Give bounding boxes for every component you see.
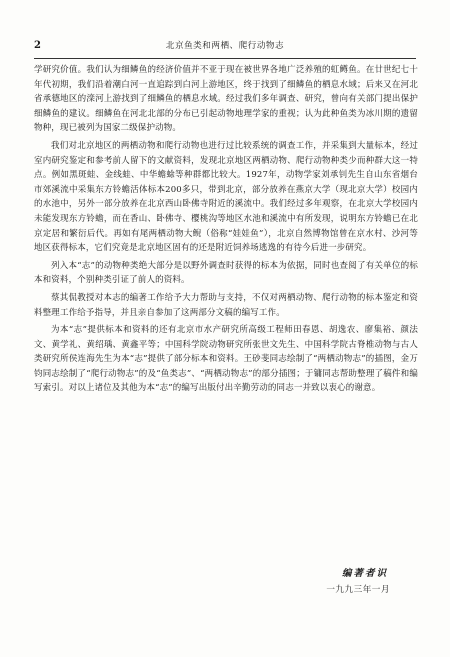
paragraph-3: 列入本“志”的动物种类绝大部分是以野外调查时获得的标本为依据，同时也查阅了有关单位的标本和资料，个别种类引证了前人的资料。 <box>34 260 418 286</box>
page-header <box>34 38 416 54</box>
page-number: 2 <box>34 40 41 51</box>
paragraph-5: 为本“志”提供标本和资料的还有北京市水产研究所高级工程师田春恩、胡逸农、廖集裕、颜法文、黄学礼、黄绍瑀、黄鑫平等；中国科学院动物研究所张世文先生、中国科学院古脊椎动物与古人类研究所侯连海先生为本“志”提供了部分标本和资料。王砂斐同志绘制了“两栖动物志”的插图，金万钧同志绘制了“爬行动物志”的及“鱼类志”、“两栖动物志”的部分插图；于镛同志帮助整理了稿件和编写索引。对以上诸位及其他为本“志”的编写出版付出辛勤劳动的同志一并致以衷心的谢意。 <box>34 325 418 394</box>
header-rule <box>34 58 416 59</box>
paragraph-2: 我们对北京地区的两栖动物和爬行动物也进行过比较系统的调查工作，并采集到大量标本，经过室内研究鉴定和参考前人留下的文献资料，发现北京地区两栖动物、爬行动物种类少而种群大这一特点。例如黑斑蛙、金线蛙、中华蟾蜍等种群都比较大。1927年，动物学家刘承钊先生自山东省烟台市郊溪流中采集东方铃蟾活体标本200多只，带到北京，部分放养在燕京大学（现北京大学）校园内的水池中，另外一部分放养在北京西山卧佛寺附近的溪流中。我们经过多年观察，在北京大学校园内未能发现东方铃蟾，而在香山、卧佛寺、樱桃沟等地区水池和溪流中有所发现，说明东方铃蟾已在北京定居和繁衍后代。再如有尾两栖动物大鲵（俗称“娃娃鱼”），北京自然博物馆曾在京水村、沙河等地区获得标本，它们究竟是北京地区固有的还是附近饲养场逃逸的有待今后进一步研究。 <box>34 140 418 254</box>
signature-date: 一九九三年一月 <box>326 585 390 595</box>
paragraph-4: 蔡其侃教授对本志的编著工作给予大力帮助与支持，不仅对两栖动物、爬行动物的标本鉴定和资料整理工作给予指导，并且亲自参加了这两部分文稿的编写工作。 <box>34 292 418 318</box>
paragraph-1: 学研究价值。我们认为细鳞鱼的经济价值并不亚于现在被世界各地广泛养殖的虹鳟鱼。在廿世纪七十年代初期，我们沿着潮白河一直追踪到白河上游地区，终于找到了细鳞鱼的栖息水域；后来又在河北省承德地区的滦河上游找到了细鳞鱼的栖息水域。经过我们多年调查、研究，曾向有关部门提出保护细鳞鱼的建议。细鳞鱼在河北北部的分布已引起动物地理学家的重视；认为此种鱼类为冰川期的遗留物种，现已被列为国家二级保护动物。 <box>34 65 418 134</box>
author-signature: 编著者识 <box>341 568 388 579</box>
body-text <box>34 63 418 399</box>
running-title: 北京鱼类和两栖、爬行动物志 <box>165 41 285 51</box>
